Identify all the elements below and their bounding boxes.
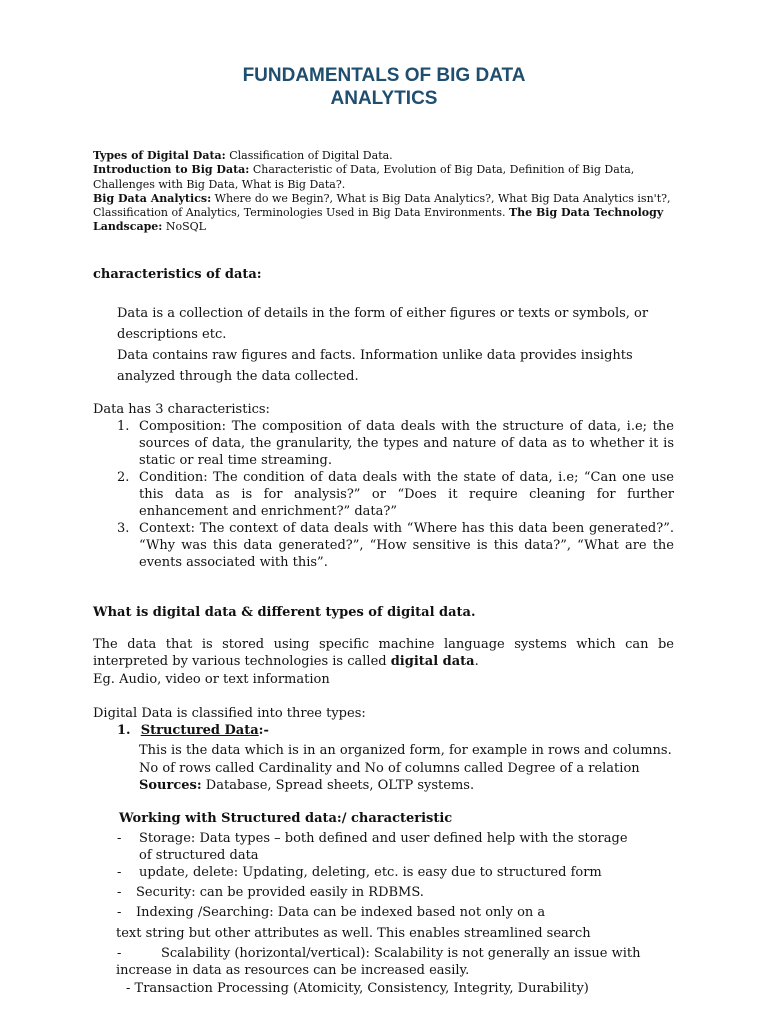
syllabus-text: NoSQL (162, 220, 206, 234)
working-structured-heading: Working with Structured data:/ characteristic (119, 811, 453, 826)
definition-end: . (474, 654, 479, 669)
bullet-dash: - (117, 831, 122, 846)
structured-data-heading (117, 722, 677, 739)
list-item (93, 418, 674, 469)
structured-description (139, 742, 699, 795)
bullet-dash: - (117, 865, 122, 880)
bullet-dash: - (117, 885, 122, 900)
digital-data-classified: Digital Data is classified into three types: (93, 706, 366, 721)
syllabus-block (93, 149, 675, 235)
structured-line-2: No of rows called Cardinality and No of columns called Degree of a relation (139, 760, 640, 776)
document-title (0, 64, 768, 110)
characteristics-para-1: Data is a collection of details in the form of either figures or texts or symbols, or descriptions etc. (117, 306, 649, 342)
bullet-text: - Transaction Processing (Atomicity, Consistency, Integrity, Durability) (126, 981, 589, 996)
bullet-text: update, delete: Updating, deleting, etc. is easy due to structured form (139, 865, 602, 880)
digital-data-heading: What is digital data & different types of digital data. (93, 605, 476, 620)
syllabus-head: The Big Data Technology Landscape: (93, 206, 664, 234)
syllabus-head: Types of Digital Data: (93, 149, 226, 162)
bullet-text: text string but other attributes as well. This enables streamlined search (116, 926, 591, 941)
bullet-text: Security: can be provided easily in RDBMS. (136, 885, 424, 900)
syllabus-entry (93, 192, 675, 235)
sources-text: Database, Spread sheets, OLTP systems. (201, 778, 475, 793)
list-number: 1. (117, 419, 130, 434)
syllabus-text: Classification of Digital Data. (225, 149, 393, 162)
syllabus-text: Characteristic of Data, Evolution of Big Data, Definition of Big Data, Challenges with Big Data, What is Big Data?. (93, 163, 635, 191)
title-line-2: ANALYTICS (330, 88, 438, 109)
definition-term: digital data (390, 654, 475, 669)
sources-label: Sources: (139, 778, 202, 793)
syllabus-entry (93, 149, 675, 163)
characteristics-heading: characteristics of data: (93, 267, 262, 282)
title-line-1: FUNDAMENTALS OF BIG DATA (242, 65, 526, 86)
bullet-dash: - (117, 905, 122, 920)
syllabus-text: Where do we Begin?, What is Big Data Analytics?, What Big Data Analytics isn't?, Classification of Analytics, Terminologies Used in Big Data Environments. (93, 191, 671, 220)
list-number: 2. (117, 470, 130, 485)
bullet-text: increase in data as resources can be increased easily. (116, 963, 470, 978)
list-item (93, 469, 674, 520)
bullet-text: Storage: Data types – both defined and user defined help with the storage (139, 831, 628, 846)
list-item (117, 831, 628, 846)
characteristics-list (93, 418, 674, 571)
list-item (126, 981, 589, 996)
characteristics-intro: Data has 3 characteristics: (93, 402, 270, 417)
bullet-text: of structured data (139, 848, 259, 863)
list-item (93, 520, 674, 571)
definition-text: The data that is stored using specific machine language systems which can be interpreted by various technologies is called (93, 637, 674, 669)
list-item (139, 848, 259, 863)
structured-label: Structured Data (140, 723, 259, 738)
structured-line-1: This is the data which is in an organized form, for example in rows and columns. (139, 743, 672, 758)
list-item (116, 963, 469, 978)
bullet-dash: - (117, 946, 122, 961)
bullet-text: Scalability (horizontal/vertical): Scalability is not generally an issue with (161, 946, 641, 961)
list-item-text: Composition: The composition of data deals with the structure of data, i.e; the sources of data, the granularity, the types and nature of data as to whether it is static or real time streaming. (139, 419, 674, 468)
list-item (117, 946, 641, 961)
list-item (117, 905, 546, 920)
list-item (116, 926, 591, 941)
syllabus-head: Big Data Analytics: (93, 191, 212, 205)
bullet-text: Indexing /Searching: Data can be indexed based not only on a (136, 905, 546, 920)
list-item (117, 865, 602, 880)
digital-data-definition (93, 636, 674, 670)
structured-sources (139, 777, 699, 795)
characteristics-para-2: Data contains raw figures and facts. Information unlike data provides insights analyzed through the data collected. (117, 348, 633, 384)
structured-suffix: :- (258, 723, 269, 738)
structured-number: 1. (117, 723, 131, 738)
list-item (117, 885, 424, 900)
syllabus-head: Introduction to Big Data: (93, 163, 250, 177)
digital-data-example: Eg. Audio, video or text information (93, 672, 330, 687)
syllabus-entry (93, 163, 675, 192)
list-item-text: Condition: The condition of data deals with the state of data, i.e; “Can one use this data as is for analysis?” or “Does it require cleaning for further enhancement and enrichment?” data?” (139, 470, 674, 519)
list-number: 3. (117, 521, 130, 536)
list-item-text: Context: The context of data deals with “Where has this data been generated?”. “Why was this data generated?”, “How sensitive is this data?”, “What are the events associated with this”. (139, 521, 674, 570)
